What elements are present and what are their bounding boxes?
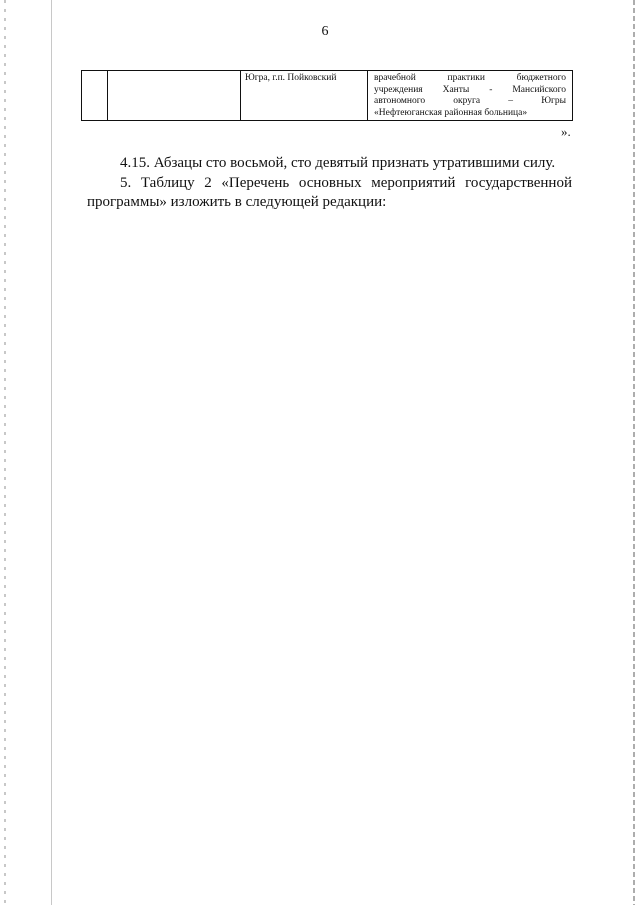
table-cell-location: Югра, г.п. Пойковский [241, 71, 368, 120]
table-fragment [81, 70, 573, 121]
scan-edge-right [633, 0, 635, 905]
institution-line: «Нефтеюганская районная больница» [374, 107, 528, 118]
scan-edge-left [4, 0, 6, 905]
page-number: 6 [321, 24, 329, 39]
closing-quote: ». [561, 124, 571, 139]
institution-line: учреждения Ханты - Мансийского [374, 84, 566, 95]
institution-line: врачебной практики бюджетного [374, 73, 566, 83]
table-cell-1 [82, 71, 108, 120]
scan-margin-line [51, 0, 52, 905]
table-cell-2 [108, 71, 241, 120]
paragraph-4-15: 4.15. Абзацы сто восьмой, сто девятый признать утратившими силу. [120, 155, 556, 171]
table-cell-institution [368, 71, 572, 120]
paragraph-5: 5. Таблицу 2 «Перечень основных мероприятий государственной программы» изложить в следующей редакции: [87, 175, 572, 210]
institution-line: автономного округа – Югры [374, 96, 566, 106]
